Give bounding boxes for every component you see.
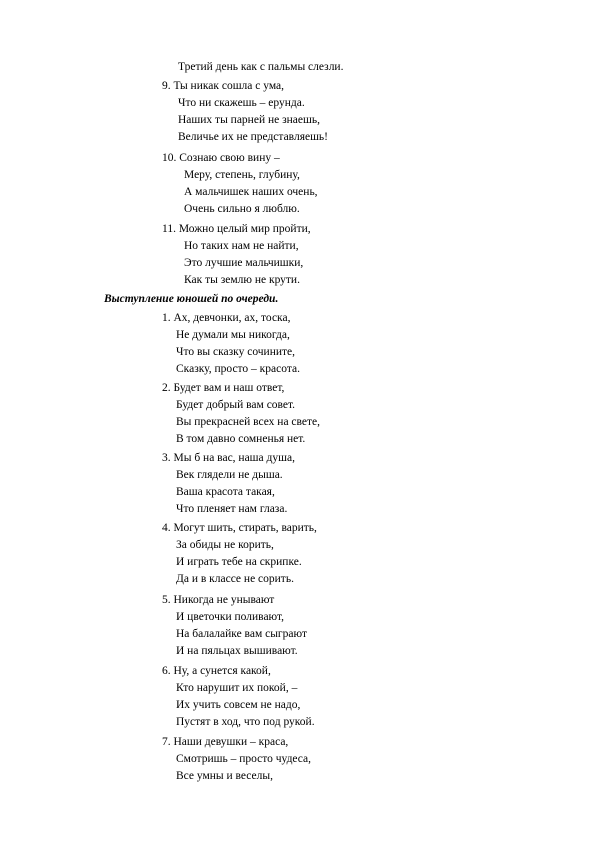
poem-line: Наших ты парней не знаешь, [178, 114, 320, 126]
stanza-first-line: 2. Будет вам и наш ответ, [162, 382, 285, 394]
poem-line: Век глядели не дыша. [176, 469, 283, 481]
poem-line: И на пяльцах вышивают. [176, 645, 298, 657]
poem-line: Величье их не представляешь! [178, 131, 329, 143]
poem-line: И цветочки поливают, [176, 611, 285, 623]
stanza-first-line: 9. Ты никак сошла с ума, [162, 80, 285, 92]
poem-line: А мальчишек наших очень, [184, 186, 318, 198]
poem-line: Смотришь – просто чудеса, [176, 753, 312, 765]
poem-line: Что ни скажешь – ерунда. [178, 97, 305, 109]
poem-line: Не думали мы никогда, [176, 329, 290, 341]
stanza-first-line: 5. Никогда не унывают [162, 594, 275, 606]
stanza-first-line: 11. Можно целый мир пройти, [162, 223, 311, 235]
poem-line: Пустят в ход, что под рукой. [176, 716, 315, 728]
poem-line: Их учить совсем не надо, [176, 699, 301, 711]
poem-line: Кто нарушит их покой, – [176, 682, 298, 694]
poem-line: В том давно сомненья нет. [176, 433, 306, 445]
stanza-first-line: 6. Ну, а сунется какой, [162, 665, 271, 677]
stanza-first-line: 10. Сознаю свою вину – [162, 152, 280, 164]
poem-line: Вы прекрасней всех на свете, [176, 416, 321, 428]
poem-line: Что пленяет нам глаза. [176, 503, 288, 515]
poem-line: Третий день как с пальмы слезли. [178, 61, 344, 73]
poem-line: Будет добрый вам совет. [176, 399, 296, 411]
poem-line: Ваша красота такая, [176, 486, 275, 498]
poem-line: Да и в классе не сорить. [176, 573, 294, 585]
poem-line: На балалайке вам сыграют [176, 628, 307, 640]
poem-line: Сказку, просто – красота. [176, 363, 300, 375]
poem-line: Это лучшие мальчишки, [184, 257, 304, 269]
stanza-first-line: 1. Ах, девчонки, ах, тоска, [162, 312, 291, 324]
poem-line: Что вы сказку сочините, [176, 346, 296, 358]
poem-line: Все умны и веселы, [176, 770, 273, 782]
poem-line: Как ты землю не крути. [184, 274, 300, 286]
section-heading: Выступление юношей по очереди. [104, 293, 279, 305]
poem-line: Меру, степень, глубину, [184, 169, 300, 181]
poem-line: И играть тебе на скрипке. [176, 556, 302, 568]
poem-line: За обиды не корить, [176, 539, 274, 551]
stanza-first-line: 7. Наши девушки – краса, [162, 736, 289, 748]
stanza-first-line: 3. Мы б на вас, наша душа, [162, 452, 295, 464]
poem-line: Очень сильно я люблю. [184, 203, 300, 215]
stanza-first-line: 4. Могут шить, стирать, варить, [162, 522, 317, 534]
poem-line: Но таких нам не найти, [184, 240, 299, 252]
